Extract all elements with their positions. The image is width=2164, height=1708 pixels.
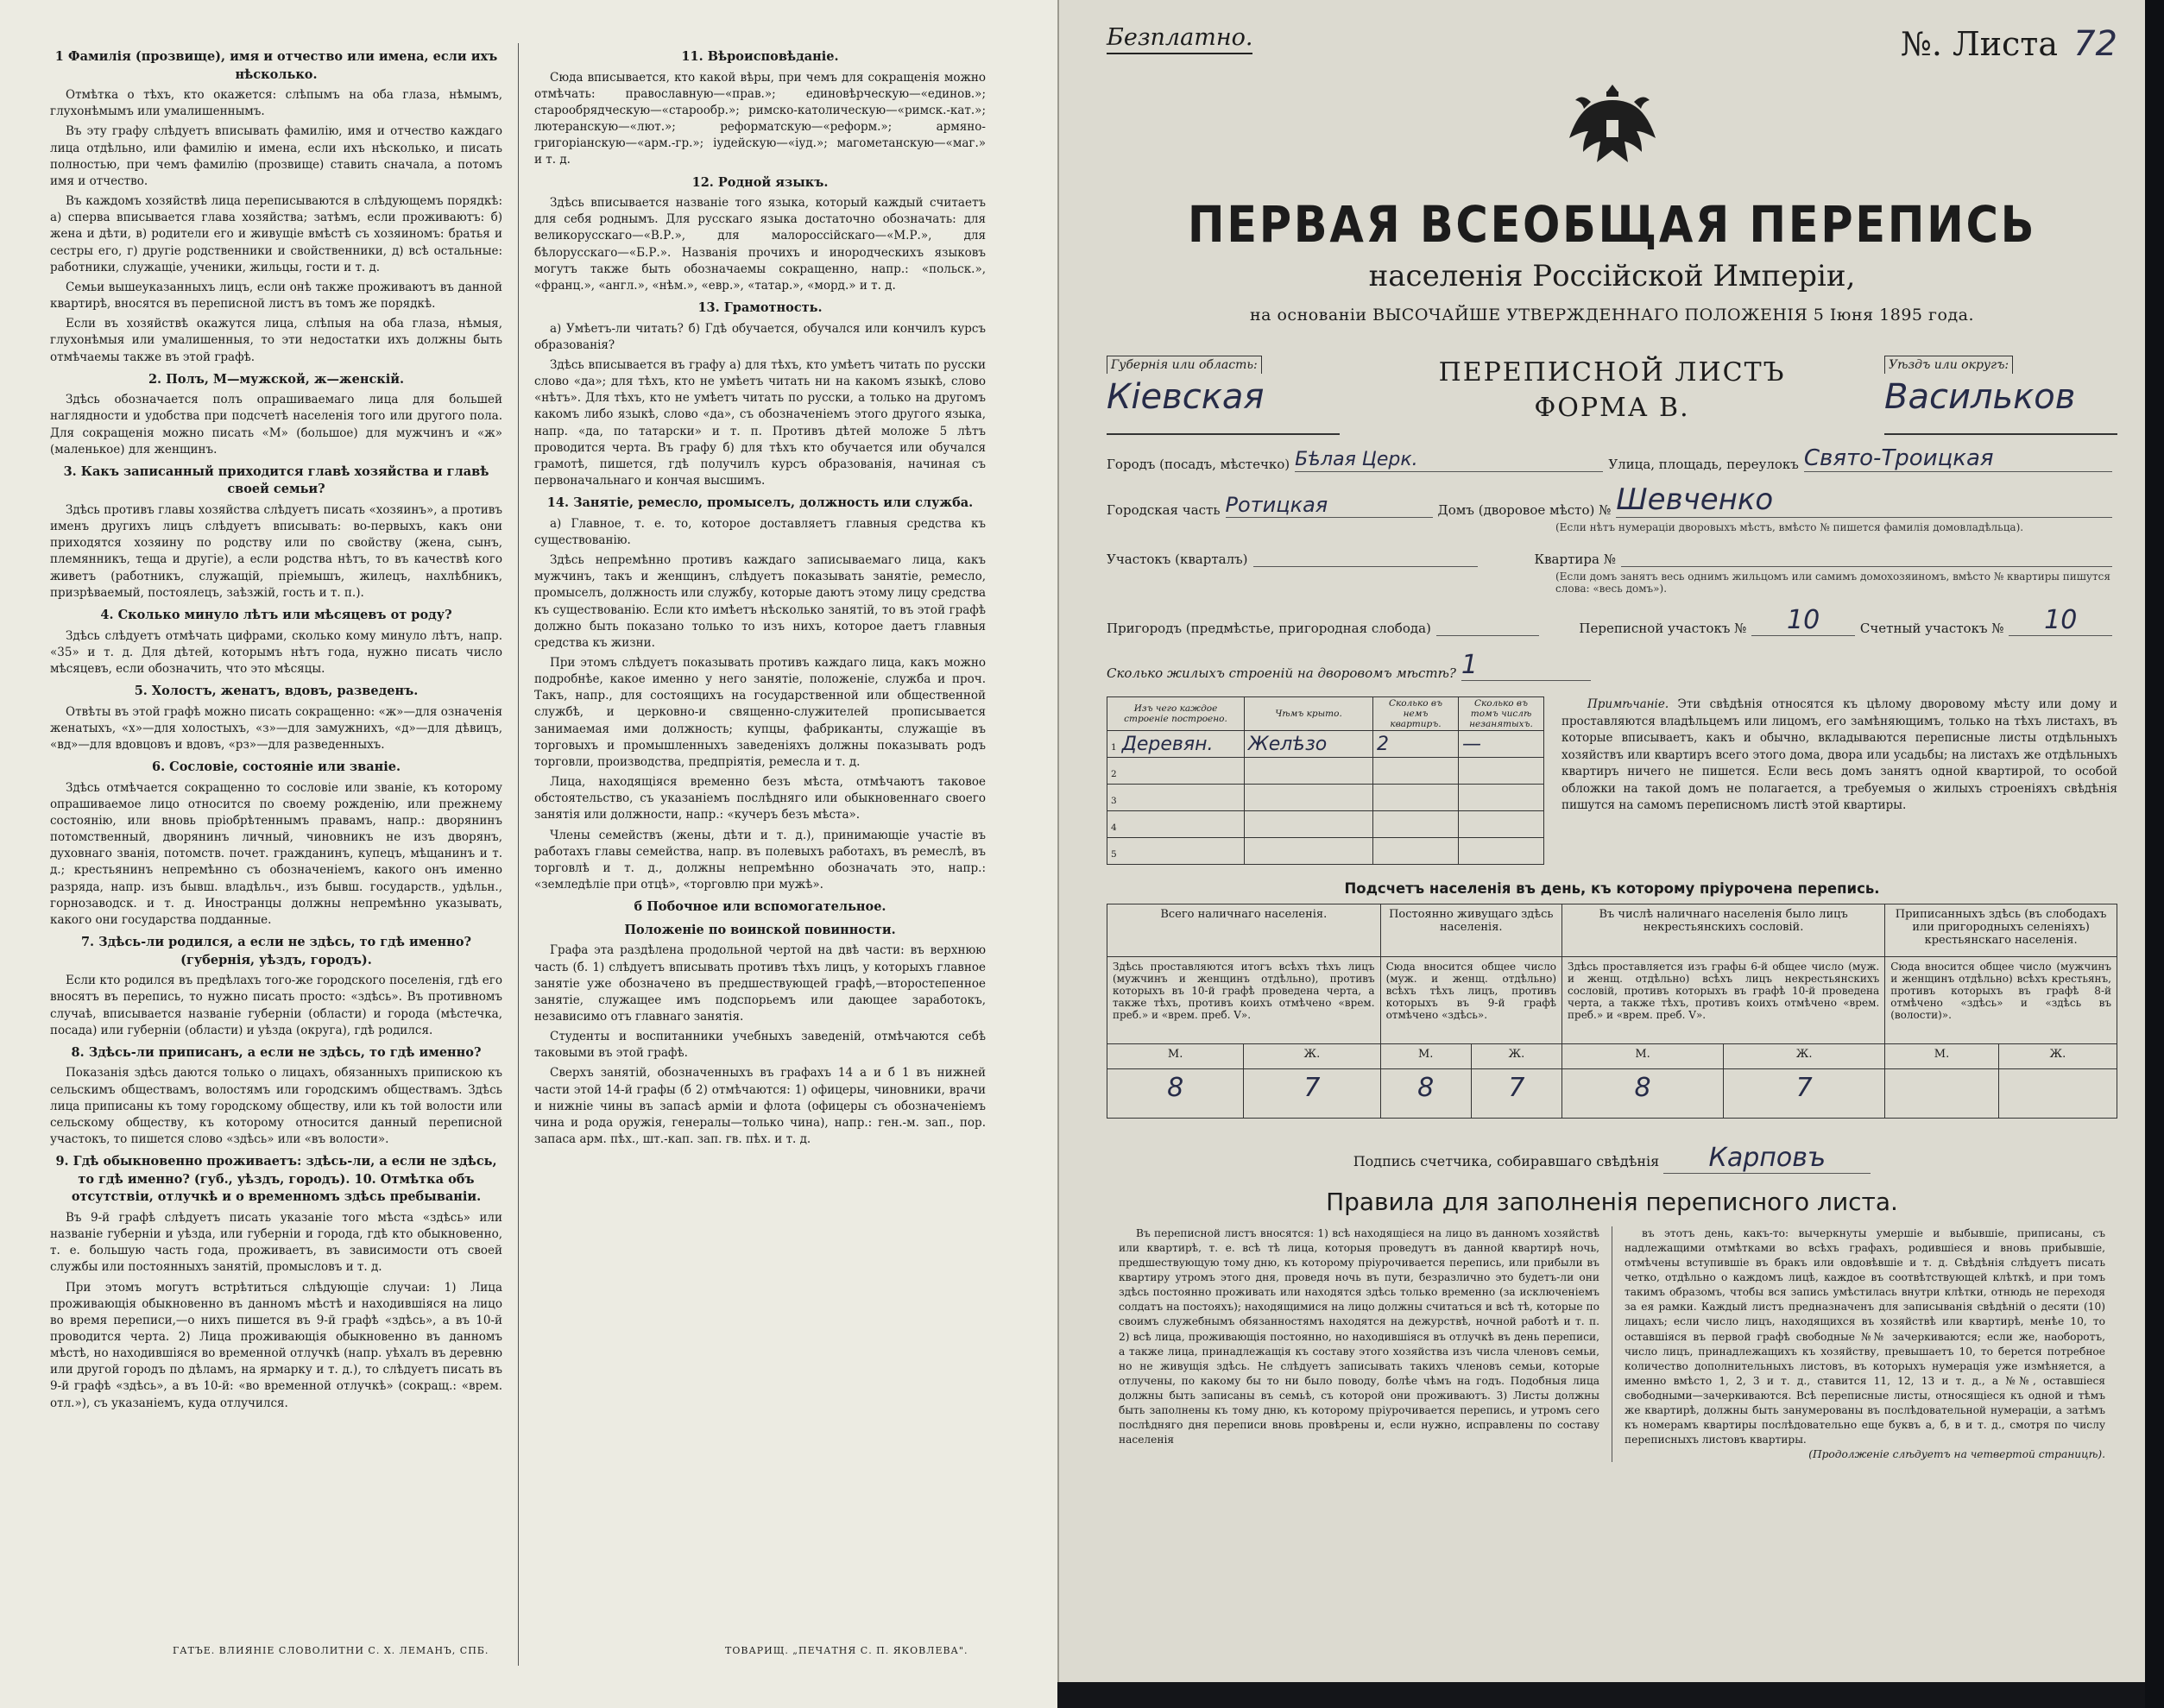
uezd-value: Васильков (1884, 377, 2076, 417)
rules-column-2 (1612, 1226, 2117, 1462)
suburb-label: Пригородъ (предмѣстье, пригородная слобода) (1107, 621, 1431, 636)
instruction-paragraph: Лица, находящіяся временно безъ мѣста, отмѣчаютъ таковое обстоятельство, съ указаніемъ послѣдняго или обыкновеннаго своего занятія или должности, напр.: «кучеръ безъ мѣста». (534, 775, 986, 822)
female-column-label: Ж. (1998, 1044, 2117, 1069)
male-column-label: М. (1380, 1044, 1471, 1069)
uezd-label: Уѣздъ или округъ: (1884, 356, 2013, 374)
printer-imprint-right: ТОВАРИЩ. „ПЕЧАТНЯ С. П. ЯКОВЛЕВА". (725, 1645, 968, 1656)
printer-imprint-left: ГАТЪЕ. ВЛИЯНІЕ СЛОВОЛИТНИ С. Х. ЛЕМАНЪ, СПБ. (173, 1645, 489, 1656)
instruction-heading: 9. Гдѣ обыкновенно проживаетъ: здѣсь-ли, а если не здѣсь, то гдѣ именно? (губ., уѣздъ, городъ). 10. Отмѣтка объ отсутствіи, отлучкѣ и о временномъ здѣсь пребываніи. (55, 1154, 497, 1205)
instruction-paragraph: Графа эта раздѣлена продольной чертой на двѣ части: въ верхнюю часть (б. 1) слѣдуетъ вписывать противъ тѣхъ лицъ, у которыхъ главное занятіе уже обозначено въ предшествующей графѣ,—второстепенное занятіе, служащее имъ подспорьемъ или дающее заработокъ, независимо отъ главнаго занятія. (534, 943, 986, 1024)
instruction-paragraph: Здѣсь обозначается полъ опрашиваемаго лица для большей наглядности и удобства при подсчетѣ населенія того или другого пола. Для сокращенія можно писать «М» (большое) для мужчинъ и «ж» (маленькое) для женщинъ. (50, 393, 502, 457)
rules-title: Правила для заполненія переписного листа. (1326, 1188, 1898, 1216)
instruction-paragraph: Сюда вписывается, кто какой вѣры, при чемъ для сокращенія можно отмѣчать: православную—«прав.»; единовѣрческую—«единов.»; старообрядческую—«старообр.»; римско-католическую—«римск.-кат.»; лютеранскую—«лют.»; реформатскую—«реформ.»; армяно-григоріанскую—«арм.-гр.»; іудейскую—«іуд.»; магометанскую—«маг.» и т. д. (534, 70, 986, 167)
buildings-label: Сколько жилыхъ строеній на дворовомъ мѣстѣ? (1107, 665, 1456, 681)
instruction-paragraph: Студенты и воспитанники учебныхъ заведеній, отмѣчаются себѣ таковыми въ этой графѣ. (534, 1030, 986, 1061)
sheet-number-value: 72 (2073, 24, 2117, 64)
scan-background-edge (2145, 0, 2164, 1708)
instruction-heading: 3. Какъ записанный приходится главѣ хозяйства и главѣ своей семьи? (63, 463, 489, 497)
dwelling-material-value: Деревян. (1121, 733, 1214, 755)
instruction-paragraph: Отвѣты въ этой графѣ можно писать сокращенно: «ж»—для означенія женатыхъ, «х»—для холостыхъ, «з»—для замужнихъ, «д»—для дѣвицъ, «вд»—для вдовцовъ и вдовъ, «рз»—для разведенныхъ. (50, 704, 502, 752)
dwelling-roof[interactable] (1245, 811, 1373, 838)
district-label: Участокъ (кварталъ) (1107, 551, 1248, 567)
rules-continued: (Продолженіе слѣдуетъ на четвертой страницѣ). (1808, 1448, 2105, 1461)
dwelling-row-number: 1 (1111, 741, 1117, 753)
gubernia-field[interactable] (1107, 356, 1340, 435)
dwelling-vacant[interactable] (1459, 838, 1544, 865)
female-column-label: Ж. (1471, 1044, 1561, 1069)
instruction-paragraph: Въ 9-й графѣ слѣдуетъ писать указаніе того мѣста «здѣсь» или названіе губерніи и уѣзда, или губерніи и города, гдѣ кто обыкновенно, т. е. большую часть года, проживаетъ, въ зависимости отъ своей службы или постоянныхъ занятій, промысловъ и т. д. (50, 1210, 502, 1275)
count-desc-total: Здѣсь проставляются итогъ всѣхъ тѣхъ лицъ (мужчинъ и женщинъ отдѣльно), противъ которыхъ въ 10-й графѣ проведена черта, а также тѣхъ, противъ коихъ отмѣчено «врем. преб.» и «врем. преб. V». (1107, 957, 1381, 1044)
instruction-paragraph: а) Главное, т. е. то, которое доставляетъ главныя средства къ существованію. (534, 516, 986, 547)
instruction-paragraph: Отмѣтка о тѣхъ, кто окажется: слѣпымъ на оба глаза, нѣмымъ, глухонѣмымъ или умалишеннымъ. (50, 88, 502, 119)
city-part-value[interactable]: Ротицкая (1226, 493, 1433, 518)
instruction-paragraph: Здѣсь слѣдуетъ отмѣчать цифрами, сколько кому минуло лѣтъ, напр. «35» и т. д. Для дѣтей, которымъ нѣтъ года, нужно писать число мѣсяцевъ, если обозначить, что это мѣсяцы. (50, 628, 502, 676)
dwelling-row-number: 2 (1111, 768, 1117, 779)
dwelling-vacant[interactable] (1459, 811, 1544, 838)
main-title: ПЕРВАЯ ВСЕОБЩАЯ ПЕРЕПИСЬ (1187, 195, 2037, 254)
instruction-heading: 7. Здѣсь-ли родился, а если не здѣсь, то гдѣ именно? (губернія, уѣздъ, городъ). (80, 935, 472, 967)
instruction-paragraph: Сверхъ занятій, обозначенныхъ въ графахъ 14 а и б 1 въ нижней части этой 14-й графы (б 2) отмѣчаются: 1) офицеры, чиновники, врачи и нижніе чины въ запасѣ арміи и флота (офицеры съ обозначеніемъ чина и рода оружія, генералы—только чина), напр.: ген.-м. зап., пор. запаса арм. пѣх., шт.-кап. зап. гв. пѣх. и т. д. (534, 1066, 986, 1147)
scan-background-bottom (1057, 1682, 2145, 1708)
dwelling-apartments[interactable] (1373, 731, 1459, 758)
gubernia-value: Кіевская (1107, 377, 1265, 417)
female-count-value[interactable] (1998, 1069, 2117, 1119)
instruction-heading: 11. Вѣроисповѣданіе. (681, 49, 839, 64)
rules-text-1: Въ переписной листъ вносятся: 1) всѣ находящіеся на лицо въ данномъ хозяйствѣ или квартирѣ, т. е. всѣ тѣ лица, которыя проведутъ въ данной квартирѣ ночь, предшествующую тому дню, къ которому пріурочивается перепись, или прибыли въ квартиру утромъ этого дня, проведя ночь въ пути, безразлично это будетъ-ли они здѣсь постоянно проживать или находятся здѣсь только временно (за исключеніемъ солдатъ на постояхъ); находящимися на лицо должны считаться и всѣ тѣ, которые по своимъ служебнымъ обязанностямъ находятся на дежурствѣ, ночной работѣ и т. п. 2) всѣ лица, проживающія постоянно, но находившіяся въ отлучкѣ въ день переписи, а также лица, принадлежащія къ составу этого хозяйства изъ числа членовъ семьи, но не живущія здѣсь. Не слѣдуетъ записывать такихъ членовъ семьи, которые отлучены, по какому бы то ни было поводу, болѣе чѣмъ на годъ. Подобныя лица должны быть записаны въ семьѣ, съ которой они проживаютъ. 3) Листы должны быть заполнены къ тому дню, къ которому пріурочивается перепись, и утромъ сего послѣдняго дня переписи вновь провѣрены и, если нужно, исправлены по составу населенія (1119, 1227, 1599, 1446)
dwelling-material[interactable] (1107, 838, 1245, 865)
form-type: ФОРМА В. (1534, 392, 1690, 423)
population-count-title: Подсчетъ населенія въ день, къ которому пріурочена перепись. (1344, 880, 1880, 897)
dwelling-vacant[interactable] (1459, 731, 1544, 758)
female-count-value[interactable]: 7 (1724, 1069, 1885, 1119)
instruction-heading: 13. Грамотность. (697, 300, 823, 316)
dwelling-apartments[interactable] (1373, 758, 1459, 785)
instruction-paragraph: Здѣсь вписывается названіе того языка, который каждый считаетъ для себя роднымъ. Для русскаго языка достаточно обозначать: для великорусскаго—«В.Р.», для малороссійскаго—«М.Р.», для бѣлорусскаго—«Б.Р.». Названія прочихъ и инородческихъ языковъ могутъ также быть обозначаемы сокращенно, напр.: «польск.», «франц.», «англ.», «нѣм.», «евр.», «татар.», «морд.» и т. д. (534, 196, 986, 293)
dwelling-apartments[interactable] (1373, 811, 1459, 838)
house-label: Домъ (дворовое мѣсто) № (1437, 502, 1612, 518)
count-desc-permanent: Сюда вносится общее число (муж. и женщ. отдѣльно) всѣхъ тѣхъ лицъ, противъ которыхъ въ 9-й графѣ отмѣчено «здѣсь». (1380, 957, 1561, 1044)
dwelling-row-number: 3 (1111, 795, 1117, 806)
instruction-paragraph: Показанія здѣсь даются только о лицахъ, обязанныхъ припискою къ сельскимъ обществамъ, волостямъ или городскимъ обществамъ. Здѣсь лица приписаны къ тому городскому обществу, или къ той волости или сельскому обществу, къ которому относится данный переписной участокъ, то пишется слово «здѣсь» или «въ волости». (50, 1066, 502, 1147)
gubernia-label: Губернія или область: (1107, 356, 1262, 374)
dwelling-header-apartments: Сколько въ немъ квартиръ. (1373, 697, 1459, 731)
instruction-paragraph: а) Умѣетъ-ли читать? б) Гдѣ обучается, обучался или кончилъ курсъ образованія? (534, 321, 986, 352)
district-value[interactable] (1253, 544, 1478, 567)
dwelling-material[interactable] (1107, 758, 1245, 785)
signature-label: Подпись счетчика, собиравшаго свѣдѣнія (1353, 1153, 1660, 1169)
dwelling-vacant-value: — (1462, 733, 1481, 755)
male-column-label: М. (1885, 1044, 1999, 1069)
male-column-label: М. (1562, 1044, 1724, 1069)
female-column-label: Ж. (1724, 1044, 1885, 1069)
rules-column-1 (1107, 1226, 1612, 1462)
note-title: Примѣчаніе. (1587, 697, 1669, 711)
house-value[interactable]: Шевченко (1616, 482, 2112, 518)
instruction-paragraph: Здѣсь отмѣчается сокращенно то сословіе или званіе, къ которому опрашиваемое лицо относится по своему рожденію, или прежнему состоянію, или вновь пріобрѣтеннымъ правамъ, напр.: дворянинъ потомственный, дворянинъ личный, чиновникъ не изъ дворянъ, духовнаго званія, потомств. почет. гражданинъ, купецъ, мѣщанинъ и т. д.; крестьянинъ непремѣнно съ обозначеніемъ, какого онъ именно разряда, напр. изъ бывш. владѣльч., изъ бывш. государств., удѣльн., горнозаводск. и т. д. Иностранцы должны непремѣнно указывать, какого они государства подданные. (50, 780, 502, 927)
instruction-paragraph: При этомъ могутъ встрѣтиться слѣдующіе случаи: 1) Лица проживающія обыкновенно въ данномъ мѣстѣ и находившіяся на лицо во время переписи,—о нихъ пишется въ 9-й графѣ «здѣсь», а въ 10-й проводится черта. 2) Лица проживающія обыкновенно въ данномъ мѣстѣ, но находившіяся во временной отлучкѣ (напр. уѣхалъ въ деревню или другой городъ по дѣламъ, на ярмарку и т. д.), то слѣдуетъ писать въ 9-й графѣ «здѣсь», а въ 10-й: «во временной отлучкѣ» (сокращ.: «врем. отл.»), съ указаніемъ, куда отлучился. (50, 1280, 502, 1410)
instruction-heading: 5. Холостъ, женатъ, вдовъ, разведенъ. (134, 684, 419, 698)
count-plot-label: Счетный участокъ № (1859, 621, 2004, 636)
instructions-column-2 (518, 43, 1001, 1666)
city-label: Городъ (посадъ, мѣстечко) (1107, 457, 1290, 472)
male-count-value[interactable] (1885, 1069, 1999, 1119)
free-label: Безплатно. (1107, 24, 1252, 54)
census-form-page (1057, 0, 2145, 1708)
female-column-label: Ж. (1244, 1044, 1380, 1069)
dwelling-row (1107, 758, 1544, 785)
dwelling-row (1107, 838, 1544, 865)
instruction-paragraph: Здѣсь противъ главы хозяйства слѣдуетъ писать «хозяинъ», а противъ именъ другихъ лицъ слѣдуетъ вписывать: во-первыхъ, какъ они приходятся хозяину по родству или по свойству (жена, сынъ, племянникъ, теща и другіе), а если родства нѣтъ, то въ качествѣ кого живетъ (работникъ, служащій, пріемышъ, жилецъ, нахлѣбникъ, призрѣваемый, постоялецъ, заѣзжій, гость и т. п.). (50, 503, 502, 600)
instruction-paragraph: Члены семействъ (жены, дѣти и т. д.), принимающіе участіе въ работахъ главы семейства, напр. въ полевыхъ работахъ, въ ремеслѣ, въ торговлѣ и т. д., должны непремѣнно обозначать это, напр.: «земледѣліе при отцѣ», «торговлю при мужѣ». (534, 828, 986, 892)
male-count-value[interactable]: 8 (1107, 1069, 1244, 1119)
instruction-paragraph: Въ эту графу слѣдуетъ вписывать фамилію, имя и отчество каждаго лица отдѣльно, или фамилію и имена, если ихъ нѣсколько, и писать полностью, при чемъ фамилію (прозвище) ставить сначала, а потомъ имя и отчество. (50, 124, 502, 188)
dwelling-vacant[interactable] (1459, 758, 1544, 785)
instruction-paragraph: Если кто родился въ предѣлахъ того-же городского поселенія, гдѣ его вносятъ въ перепись, то нужно писать просто: «здѣсь». Въ противномъ случаѣ, вписывается названіе губерніи (области) и города (мѣстечка, посада) или губерніи (области) и уѣзда (округа), гдѣ родился. (50, 974, 502, 1037)
apartment-label: Квартира № (1534, 551, 1616, 567)
count-desc-peasant: Сюда вносится общее число (мужчинъ и женщинъ отдѣльно) всѣхъ крестьянъ, противъ которыхъ въ графѣ 8-й отмѣчено «здѣсь» и «здѣсь въ (волости)». (1885, 957, 2117, 1044)
count-plot-value[interactable]: 10 (2009, 605, 2112, 636)
apartment-note: (Если домъ занятъ весь однимъ жильцомъ или самимъ домохозяиномъ, вмѣсто № квартиры пишутся слова: «весь домъ»). (1555, 570, 2110, 595)
instruction-heading: 1 Фамилія (прозвище), имя и отчество или имена, если ихъ нѣсколько. (54, 49, 498, 82)
dwelling-row (1107, 785, 1544, 811)
city-part-label: Городская часть (1107, 502, 1221, 518)
dwelling-row-number: 4 (1111, 822, 1117, 833)
male-column-label: М. (1107, 1044, 1244, 1069)
house-note: (Если нѣтъ нумераціи дворовыхъ мѣстъ, вмѣсто № пишется фамилія домовладѣльца). (1555, 521, 2024, 533)
instruction-paragraph: При этомъ слѣдуетъ показывать противъ каждаго лица, какъ можно подробнѣе, какое именно у него занятіе, положеніе, служба и проч. Такъ, напр., для состоящихъ на государственной или общественной службѣ, и церковно-и священно-служителей прописывается занимаемая ими должность; купцы, фабриканты, служащіе въ торговыхъ и промышленныхъ заведеніяхъ должны показывать родъ торговли, производства, предпріятія, ремесла и т. д. (534, 656, 986, 769)
apartment-value[interactable] (1621, 544, 2112, 567)
instruction-paragraph: Здѣсь вписывается въ графу а) для тѣхъ, кто умѣетъ читать по русски слово «да»; для тѣхъ, кто не умѣетъ читать ни на какомъ языкѣ, слово «нѣтъ». Для тѣхъ, кто не умѣетъ читать по русски, а только на другомъ какомъ либо языкѣ, слово «да», съ обозначеніемъ этого другого языка, напр. «да, по татарски» и т. п. Противъ дѣтей моложе 5 лѣтъ проводится черта. Въ графу б) для тѣхъ кто обучается или обучался грамотѣ, пишется, гдѣ получилъ курсъ образованія, начиная съ первоначальнаго и кончая высшимъ. (534, 357, 986, 488)
female-count-value[interactable]: 7 (1244, 1069, 1380, 1119)
rules-text-2: въ этотъ день, какъ-то: вычеркнуты умершіе и выбывшіе, приписаны, съ надлежащими отмѣтками во всѣхъ графахъ, родившіеся и вновь прибывшіе, отмѣчены вступившіе въ бракъ или овдовѣвшіе и т. д. Свѣдѣнія слѣдуетъ писать четко, отдѣльно о каждомъ лицѣ, каждое въ соотвѣтствующей клѣткѣ, и при томъ такимъ образомъ, чтобы вся запись умѣстилась внутри клѣтки, отнюдь не переходя за ея рамки. Каждый листъ предназначенъ для записыванія свѣдѣній о десяти (10) лицахъ; если число лицъ, находящихся въ хозяйствѣ или квартирѣ, менѣе 10, то оставшіяся въ первой графѣ свободные №№ зачеркиваются; если же, наоборотъ, число лицъ, принадлежащихъ къ хозяйству, превышаетъ 10, то берется потребное количество дополнительныхъ листовъ, въ которыхъ нумерація уже измѣняется, а именно вмѣсто 1, 2, 3 и т. д., ставится 11, 12, 13 и т. д., а №№, оставшіеся свободными—зачеркиваются. Всѣ переписные листы, относящіеся къ одной и тѣмъ же квартирѣ, должны быть занумерованы въ послѣдовательной нумераціи, а затѣмъ къ номерамъ квартиры послѣдовательно еще буквъ а, б, в и т. д., смотря по числу переписныхъ листовъ квартиры. (1625, 1227, 2105, 1446)
suburb-value[interactable] (1436, 613, 1540, 636)
dwelling-material[interactable] (1107, 731, 1245, 758)
uezd-field[interactable] (1884, 356, 2117, 435)
buildings-value[interactable]: 1 (1461, 650, 1591, 681)
instruction-heading: 2. Полъ, М—мужской, ж—женскій. (148, 371, 405, 387)
instruction-paragraph: Въ каждомъ хозяйствѣ лица переписываются в слѣдующемъ порядкѣ: а) сперва вписывается глава хозяйства; затѣмъ, если проживаютъ: б) жена и дѣти, в) родители его и живущіе вмѣстѣ съ хозяиномъ: братья и сестры его, г) другіе родственники и свойственники, д) всѣ остальные: работники, служащіе, ученики, жильцы, гости и т. д. (50, 194, 502, 274)
instructions-column-1 (35, 43, 518, 1666)
street-value[interactable]: Свято-Троицкая (1804, 445, 2112, 472)
female-count-value[interactable]: 7 (1471, 1069, 1561, 1119)
note-text: Эти свѣдѣнія относятся къ цѣлому дворовому мѣсту или дому и проставляются владѣльцемъ или лицомъ, его замѣняющимъ, только на тѣхъ листахъ, въ которые вписываетъ, какъ и обычно, вкладываются переписные листы отдѣльныхъ хозяйствъ или квартиръ всего этого дома, двора или усадьбы; на листахъ же отдѣльныхъ квартиръ ничего не пишется. Если весь домъ занятъ одной квартирой, то особой обложки на такой домъ не полагается, а требуемыя о жилыхъ строеніяхъ свѣдѣнія пишутся на самомъ переписномъ листѣ этой квартиры. (1561, 697, 2117, 813)
street-label: Улица, площадь, переулокъ (1608, 457, 1799, 472)
title-population: населенія Россійской Имперіи, (1368, 259, 1856, 293)
instruction-paragraph: Если въ хозяйствѣ окажутся лица, слѣпыя на оба глаза, нѣмыя, глухонѣмыя или умалишенныя, то эти недостатки ихъ должны быть отмѣчаемы также въ этой графѣ. (50, 317, 502, 364)
instruction-heading: 12. Родной языкъ. (691, 174, 829, 190)
count-header-peasant: Приписанныхъ здѣсь (въ слободахъ или пригородныхъ селеніяхъ) крестьянскаго населенія. (1885, 904, 2117, 957)
dwelling-roof[interactable] (1245, 838, 1373, 865)
form-title: ПЕРЕПИСНОЙ ЛИСТЪ (1438, 357, 1786, 388)
dwelling-row-number: 5 (1111, 848, 1117, 860)
dwelling-roof[interactable] (1245, 785, 1373, 811)
count-desc-non-peasant: Здѣсь проставляется изъ графы 6-й общее число (муж. и женщ. отдѣльно) всѣхъ лицъ некрестьянскихъ сословій, противъ которыхъ въ графѣ 10-й проведена черта, а также тѣхъ, противъ коихъ отмѣчено «врем. преб.» и «врем. преб. V». (1562, 957, 1885, 1044)
double-headed-eagle-emblem (1565, 76, 1660, 180)
dwelling-roof-value: Желѣзо (1248, 733, 1328, 755)
dwelling-row (1107, 731, 1544, 758)
dwelling-apartments-value: 2 (1377, 733, 1389, 755)
census-plot-label: Переписной участокъ № (1579, 621, 1747, 636)
dwelling-apartments[interactable] (1373, 785, 1459, 811)
census-plot-value[interactable]: 10 (1751, 605, 1855, 636)
count-header-permanent: Постоянно живущаго здѣсь населенія. (1380, 904, 1561, 957)
dwelling-material[interactable] (1107, 785, 1245, 811)
instruction-paragraph: Семьи вышеуказанныхъ лицъ, если онѣ также проживаютъ въ данной квартирѣ, вносятся въ переписной листъ въ томъ же порядкѣ. (50, 280, 502, 312)
city-value[interactable]: Бѣлая Церк. (1295, 449, 1603, 472)
instruction-heading: Положеніе по воинской повинности. (624, 922, 896, 937)
sheet-number (1901, 24, 2117, 64)
signature-value[interactable]: Карповъ (1663, 1143, 1871, 1174)
male-count-value[interactable]: 8 (1562, 1069, 1724, 1119)
population-count-table (1107, 904, 2117, 1119)
dwelling-header-vacant: Сколько въ томъ числѣ незанятыхъ. (1459, 697, 1544, 731)
dwelling-material[interactable] (1107, 811, 1245, 838)
instruction-heading: 8. Здѣсь-ли приписанъ, а если не здѣсь, то гдѣ именно? (71, 1044, 482, 1060)
count-header-total: Всего наличнаго населенія. (1107, 904, 1381, 957)
dwelling-apartments[interactable] (1373, 838, 1459, 865)
dwelling-header-roof: Чѣмъ крыто. (1245, 697, 1373, 731)
instruction-heading: 14. Занятіе, ремесло, промыселъ, должность или служба. (546, 495, 974, 511)
left-page (0, 0, 1057, 1708)
instruction-paragraph: Здѣсь непремѣнно противъ каждаго записываемаго лица, какъ мужчинъ, такъ и женщинъ, слѣдуетъ показывать занятіе, ремесло, промыселъ, должность или службу, которые даютъ этому лицу средства къ существованію. Если кто имѣетъ нѣсколько занятій, то въ этой графѣ должно быть показано только то изъ нихъ, которое даетъ главныя средства къ жизни. (534, 553, 986, 650)
dwelling-row (1107, 811, 1544, 838)
dwelling-roof[interactable] (1245, 731, 1373, 758)
sheet-number-label: №. Листа (1900, 25, 2058, 63)
dwelling-table (1107, 696, 1544, 865)
instruction-heading: 4. Сколько минуло лѣтъ или мѣсяцевъ от роду? (100, 607, 452, 622)
title-basis: на основаніи ВЫСОЧАЙШЕ УТВЕРЖДЕННАГО ПОЛОЖЕНІЯ 5 Іюня 1895 года. (1249, 306, 1975, 325)
male-count-value[interactable]: 8 (1380, 1069, 1471, 1119)
note-block (1561, 696, 2117, 865)
dwelling-vacant[interactable] (1459, 785, 1544, 811)
dwelling-roof[interactable] (1245, 758, 1373, 785)
count-header-non-peasant: Въ числѣ наличнаго населенія было лицъ некрестьянскихъ сословій. (1562, 904, 1885, 957)
dwelling-header-material: Изъ чего каждое строеніе построено. (1107, 697, 1245, 731)
instruction-heading: б Побочное или вспомогательное. (634, 899, 886, 915)
instruction-heading: 6. Сословіе, состояніе или званіе. (151, 759, 401, 775)
